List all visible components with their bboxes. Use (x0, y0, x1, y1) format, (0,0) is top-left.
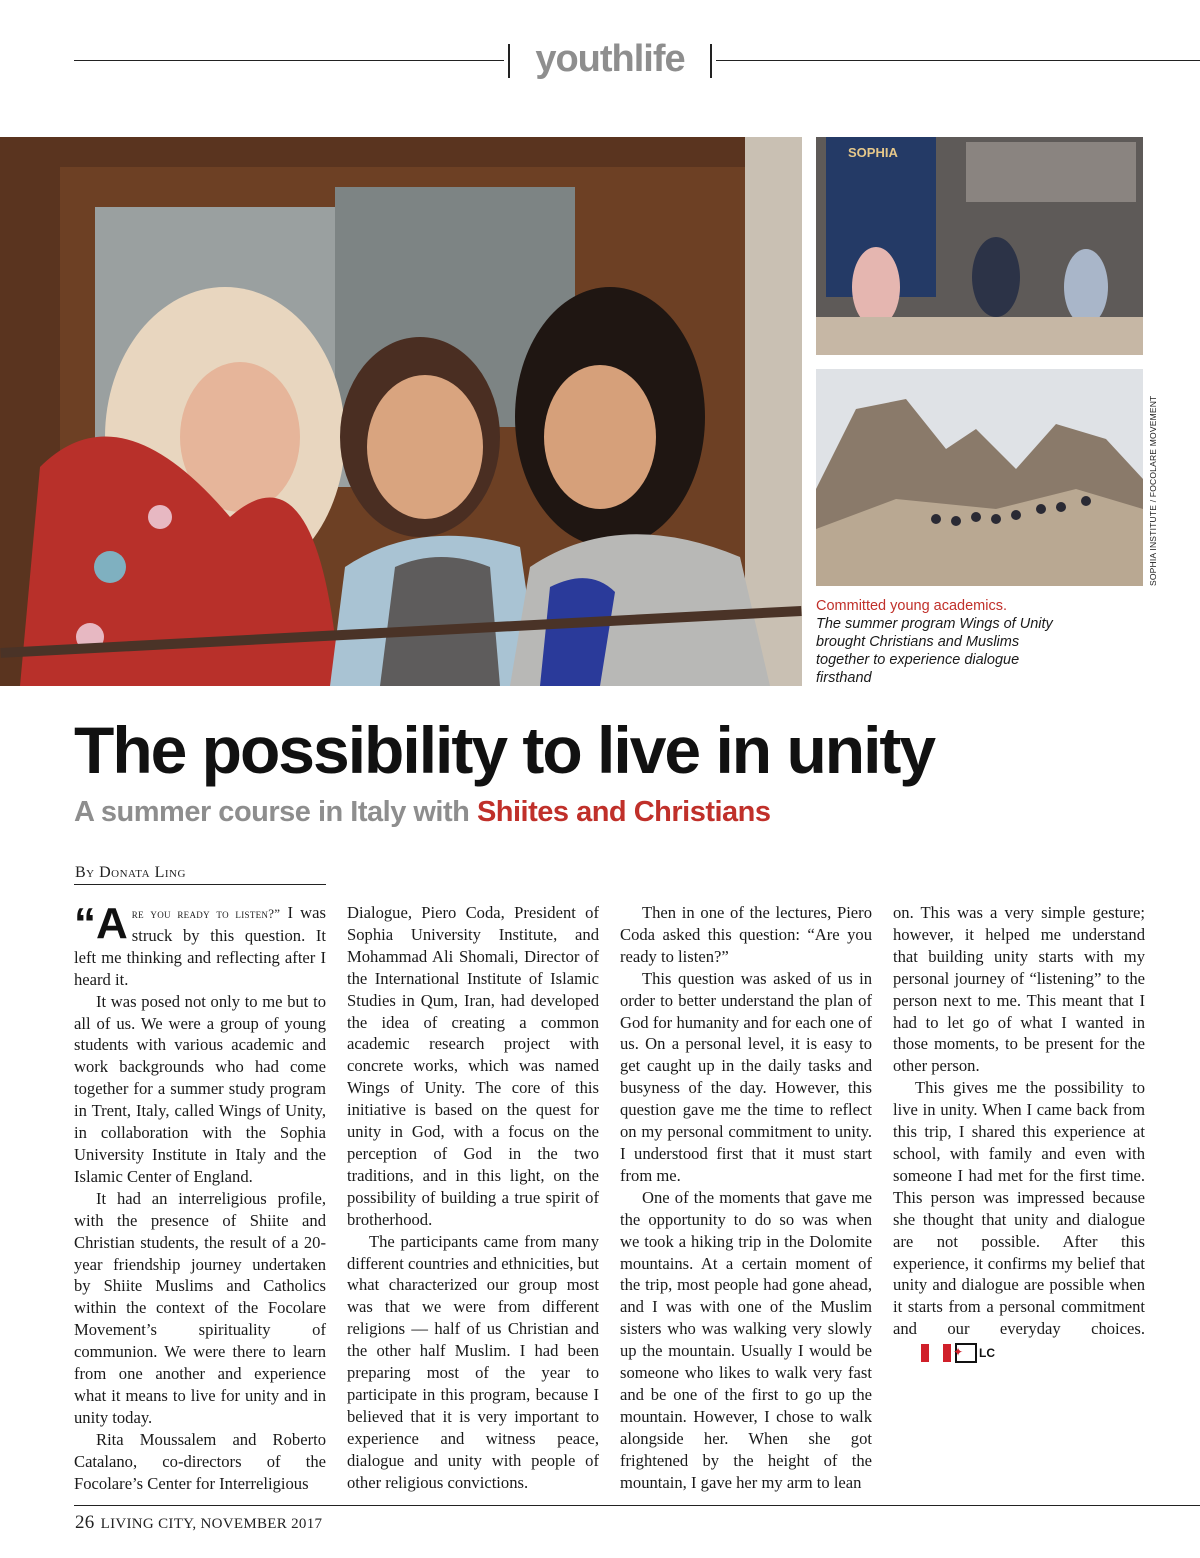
footer-rule (74, 1505, 1200, 1506)
paragraph-9 (893, 1077, 1145, 1363)
paragraph-4: Rita Moussalem and Roberto Catalano, co-directors of the Focolare’s Center for Interreligious (74, 1429, 326, 1493)
dropcap: “A (74, 899, 128, 948)
paragraph-7: This question was asked of us in order to better understand the plan of God for humanity and for each one of us. On a personal level, it is easy to get caught up in the daily tasks and busyness of the day. However, this question gave me the time to reflect on my personal commitment to unity. I understood first that it must start from me. (620, 968, 872, 1185)
photo-caption (816, 597, 1056, 687)
page-number: 26 (75, 1512, 95, 1533)
paragraph-4-cont: Dialogue, Piero Coda, President of Sophia University Institute, and Mohammad Ali Shomali, Director of the International Institute of Islamic Studies in Qum, Iran, had developed the idea of creating a common academic research project with concrete works, which was named Wings of Unity. The core of this initiative is based on the quest for unity in God, with a focus on the perception of God in the two traditions, and in this light, on the possibility of building a true spirit of brotherhood. (347, 903, 599, 1229)
publication-line: LIVING CITY, NOVEMBER 2017 (100, 1516, 323, 1532)
paragraph-3: It had an interreligious profile, with the presence of Shiite and Christian students, the result of a 20-year friendship journey undertaken by Shiite Muslims and Catholics within the context of the Focolare Movement’s spirituality of communion. We were there to learn from one another and experience what it means to live for unity and in unity today. (74, 1188, 326, 1427)
header-rule-left (74, 60, 504, 61)
main-photo-illustration (0, 137, 802, 686)
header-divider-right (710, 44, 712, 78)
sophia-photo-illustration (816, 137, 1143, 355)
mountain-photo-illustration (816, 369, 1143, 586)
end-marks (899, 1341, 995, 1363)
article-title: The possibility to live in unity (74, 713, 935, 787)
paragraph-1-text: I was struck by this question. It left me thinking and reflecting after I heard it. (74, 903, 326, 989)
column-4 (893, 902, 1145, 1363)
paragraph-8: One of the moments that gave me the opportunity to do so was when we took a hiking trip in the Dolomite mountains. At a certain moment of the trip, most people had gone ahead, and I was with one of the Muslim sisters who was walking very slowly up the mountain. Usually I would be someone who likes to walk very fast and be one of the first to go up the mountain. However, I chose to walk alongside her. When she got frightened by the height of the mountain, I gave her my arm to lean (620, 1187, 872, 1492)
footer (75, 1512, 322, 1534)
paragraph-2: It was posed not only to me but to all of us. We were a group of young students with various academic and work backgrounds who had come together for a summer study program in Trent, Italy, called Wings of Unity, in collaboration with the Sophia University Institute in Italy and the Islamic Center of England. (74, 991, 326, 1186)
article-subtitle (74, 796, 771, 829)
paragraph-5: The participants came from many different countries and ethnicities, but what characterized our group most was that we were from different religions — half of us Christian and the other half Muslim. I had been preparing most of the year to participate in this program, because I believed that it is very important to experience and witness peace, dialogue and unity with people of other religious convictions. (347, 1231, 599, 1492)
opening-caps: re you ready to listen?” (131, 906, 281, 921)
subtitle-grey: A summer course in Italy with (74, 796, 477, 828)
main-photo (0, 137, 802, 686)
canada-flag-icon: ✦ (921, 1344, 951, 1362)
paragraph-1 (74, 899, 326, 991)
column-1 (74, 899, 326, 1494)
column-2 (347, 902, 599, 1493)
subtitle-red: Shiites and Christians (476, 796, 771, 828)
caption-headline: Committed young academics. (816, 598, 1007, 614)
header-divider-left (508, 44, 510, 78)
paragraph-6-cont: Then in one of the lectures, Piero Coda asked this question: “Are you ready to listen?” (620, 903, 872, 966)
section-tag: youthlife (535, 38, 685, 80)
mountain-photo (816, 369, 1143, 586)
sophia-sign: SOPHIA (848, 145, 898, 160)
header-rule-right (716, 60, 1200, 61)
photo-credit: SOPHIA INSTITUTE / FOCOLARE MOVEMENT (1148, 395, 1158, 586)
sophia-photo (816, 137, 1143, 355)
byline-rule (74, 884, 326, 885)
paragraph-8-cont: on. This was a very simple gesture; however, it helped me understand that building unity starts with my personal journey of “listening” to the person next to me. This meant that I had to let go of what I wanted in those moments, to be present for the other person. (893, 903, 1145, 1076)
byline: By Donata Ling (75, 864, 186, 881)
caption-body: The summer program Wings of Unity brought Christians and Muslims together to experience dialogue firsthand (816, 616, 1053, 686)
lc-logo-icon: LC (955, 1343, 977, 1363)
paragraph-9-text: This gives me the possibility to live in unity. When I came back from this trip, I shared this experience at school, with family and even with someone I had met for the first time. This person was impressed because she thought that unity and dialogue are not possible. After this experience, it confirms my belief that unity and dialogue are possible when it starts from a personal commitment and our everyday choices. (893, 1078, 1145, 1339)
column-3 (620, 902, 872, 1493)
